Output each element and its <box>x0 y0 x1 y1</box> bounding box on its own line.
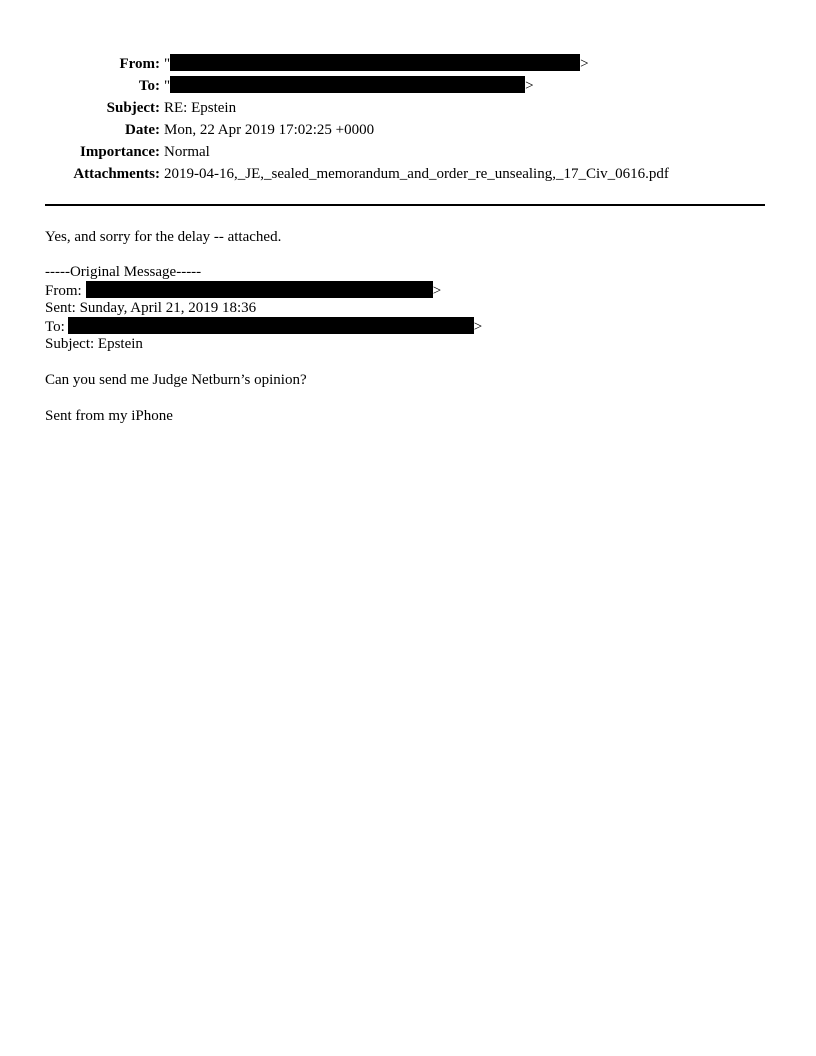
original-subject-line: Subject: Epstein <box>45 336 143 352</box>
header-subject-row <box>0 97 816 119</box>
importance-value: Normal <box>164 144 210 160</box>
redaction-bar <box>68 317 474 334</box>
original-to-angle: > <box>473 319 483 335</box>
signature-text: Sent from my iPhone <box>45 408 173 424</box>
redaction-bar <box>170 54 580 71</box>
attachments-label: Attachments: <box>73 166 160 182</box>
original-from-line <box>45 281 441 300</box>
redaction-bar <box>86 281 433 298</box>
subject-value: RE: Epstein <box>164 100 237 116</box>
importance-label: Importance: <box>80 144 160 160</box>
from-quote: " <box>164 56 171 72</box>
date-label: Date: <box>125 122 160 138</box>
header-to-row <box>0 75 816 97</box>
original-to-line <box>45 317 482 336</box>
original-to-label: To: <box>45 319 65 335</box>
redaction-bar <box>170 76 525 93</box>
from-label: From: <box>119 56 160 72</box>
to-quote: " <box>164 78 171 94</box>
original-from-angle: > <box>432 283 442 299</box>
original-message-separator: -----Original Message----- <box>45 264 202 280</box>
attachment-filename: 2019-04-16,_JE,_sealed_memorandum_and_order_re_unsealing,_17_Civ_0616.pdf <box>164 166 669 182</box>
header-importance-row <box>0 141 816 163</box>
date-value: Mon, 22 Apr 2019 17:02:25 +0000 <box>164 122 375 138</box>
original-sent-line: Sent: Sunday, April 21, 2019 18:36 <box>45 300 257 316</box>
original-message-text: Can you send me Judge Netburn’s opinion? <box>45 372 307 388</box>
original-from-label: From: <box>45 283 82 299</box>
reply-text: Yes, and sorry for the delay -- attached. <box>45 229 282 245</box>
subject-label: Subject: <box>106 100 160 116</box>
to-label: To: <box>138 78 160 94</box>
email-header <box>0 53 816 185</box>
header-date-row <box>0 119 816 141</box>
header-from-row <box>0 53 816 75</box>
header-divider <box>45 204 765 206</box>
to-angle: > <box>525 78 534 94</box>
header-attachments-row <box>0 163 816 185</box>
from-value <box>164 53 589 75</box>
from-angle: > <box>580 56 589 72</box>
to-value <box>164 75 534 97</box>
